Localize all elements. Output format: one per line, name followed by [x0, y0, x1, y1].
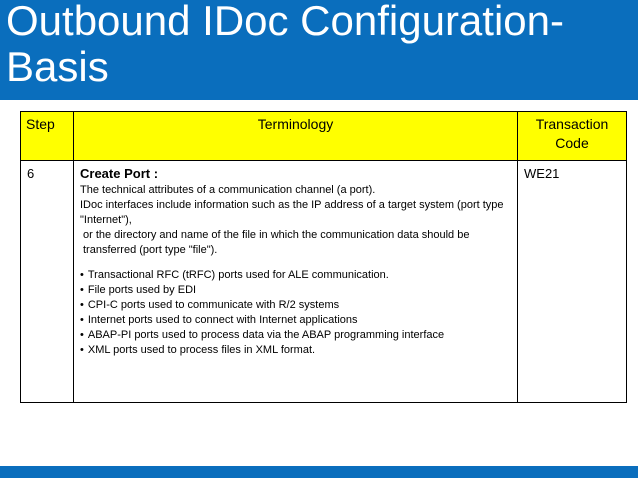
cell-terminology: [74, 161, 518, 403]
port-types-list: [80, 268, 511, 358]
create-port-heading: Create Port :: [80, 166, 159, 181]
description-line: The technical attributes of a communication channel (a port).: [80, 184, 376, 196]
table-header-row: [21, 112, 627, 161]
footer-bar: [0, 466, 638, 478]
list-item: • File ports used by EDI: [80, 283, 511, 298]
title-bar: [0, 0, 638, 100]
header-step: Step: [21, 112, 74, 161]
header-transaction-code: Transaction Code: [518, 112, 627, 161]
list-item: • CPI-C ports used to communicate with R/2 systems: [80, 298, 511, 313]
list-item: • Internet ports used to connect with Internet applications: [80, 313, 511, 328]
table-row: [21, 161, 627, 403]
description-line: IDoc interfaces include information such as the IP address of a target system (port type "Internet"),: [80, 199, 504, 226]
list-item: • Transactional RFC (tRFC) ports used for ALE communication.: [80, 268, 511, 283]
cell-step-number: 6: [21, 161, 74, 403]
slide-title: Outbound IDoc Configuration-Basis: [6, 0, 564, 90]
list-item: • ABAP-PI ports used to process data via the ABAP programming interface: [80, 328, 511, 343]
header-terminology: Terminology: [74, 112, 518, 161]
list-item: • XML ports used to process files in XML format.: [80, 343, 511, 358]
port-config-table: [20, 111, 627, 403]
cell-transaction-code: WE21: [518, 161, 627, 403]
description-line: or the directory and name of the file in which the communication data should be transferred (port type "file").: [83, 229, 470, 256]
